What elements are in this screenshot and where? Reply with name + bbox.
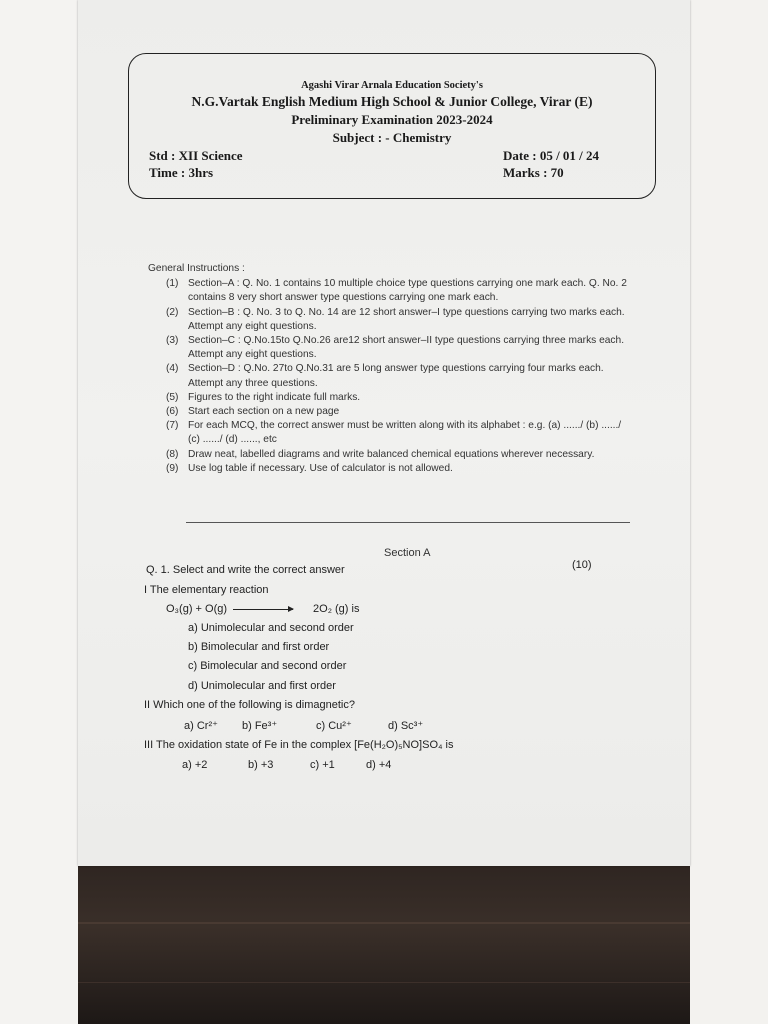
exam-paper [78,0,690,866]
question-2: II Which one of the following is dimagnetic? [144,699,355,711]
marks-label: Marks : 70 [503,165,564,180]
reaction-arrow-icon [233,609,293,610]
exam-title: Preliminary Examination 2023-2024 [291,112,493,127]
option: a) Unimolecular and second order [188,622,354,634]
divider-line [186,522,630,523]
instructions-title: General Instructions : [148,263,245,274]
instruction-item: (1) Section–A : Q. No. 1 contains 10 multiple choice type questions carrying one mark each. Q. No. 2 contains 8 very short answer type questions carrying one mark each. [166,278,627,304]
option: a) Cr²⁺ [184,720,218,732]
instruction-item: (5) Figures to the right indicate full marks. [166,391,361,403]
section-title: Section A [384,547,431,559]
option: c) Cu²⁺ [316,720,352,732]
instruction-item: (8) Draw neat, labelled diagrams and write balanced chemical equations wherever necessary. [166,448,595,460]
reaction-lhs: O₃(g) + O(g) [166,603,228,615]
option: b) Bimolecular and first order [188,641,330,653]
society-name: Agashi Virar Arnala Education Society's [301,80,483,91]
question-3: III The oxidation state of Fe in the complex [Fe(H₂O)₅NO]SO₄ is [144,739,454,751]
instruction-item: (9) Use log table if necessary. Use of calculator is not allowed. [166,462,453,474]
option: d) +4 [366,759,392,771]
reaction-rhs: 2O₂ (g) is [313,603,360,615]
option: b) Fe³⁺ [242,720,278,732]
reaction-equation [166,603,359,615]
wooden-table [78,862,690,1024]
option: c) +1 [310,759,335,771]
option: a) +2 [182,759,208,771]
instruction-item: (4) Section–D : Q.No. 27to Q.No.31 are 5 long answer type questions carrying four marks each. Attempt any three questions. [166,363,604,389]
time-label: Time : 3hrs [149,165,214,180]
instruction-item: (6) Start each section on a new page [166,406,340,418]
general-instructions [148,262,628,476]
background-right [690,0,768,1024]
option: d) Unimolecular and first order [188,680,336,692]
question-1: I The elementary reaction [144,584,269,596]
header-box [128,53,656,199]
option: d) Sc³⁺ [388,720,424,732]
instruction-item: (3) Section–C : Q.No.15to Q.No.26 are12 short answer–II type questions carrying three marks each. Attempt any eight questions. [166,335,625,361]
instruction-item: (7) For each MCQ, the correct answer must be written along with its alphabet : e.g. (a) ....../ (b) ....../ (c) ....../ (d) ......, etc [166,420,622,446]
school-name: N.G.Vartak English Medium High School & Junior College, Virar (E) [191,94,593,109]
q1-marks: (10) [572,559,592,571]
instruction-item: (2) Section–B : Q. No. 3 to Q. No. 14 are 12 short answer–I type questions carrying two marks each. Attempt any eight questions. [166,306,625,332]
option: b) +3 [248,759,274,771]
q1-heading: Q. 1. Select and write the correct answer [146,564,345,576]
background-left [0,0,78,1024]
date-label: Date : 05 / 01 / 24 [503,148,600,163]
subject: Subject : - Chemistry [332,130,452,145]
std-label: Std : XII Science [149,148,243,163]
option: c) Bimolecular and second order [188,660,347,672]
